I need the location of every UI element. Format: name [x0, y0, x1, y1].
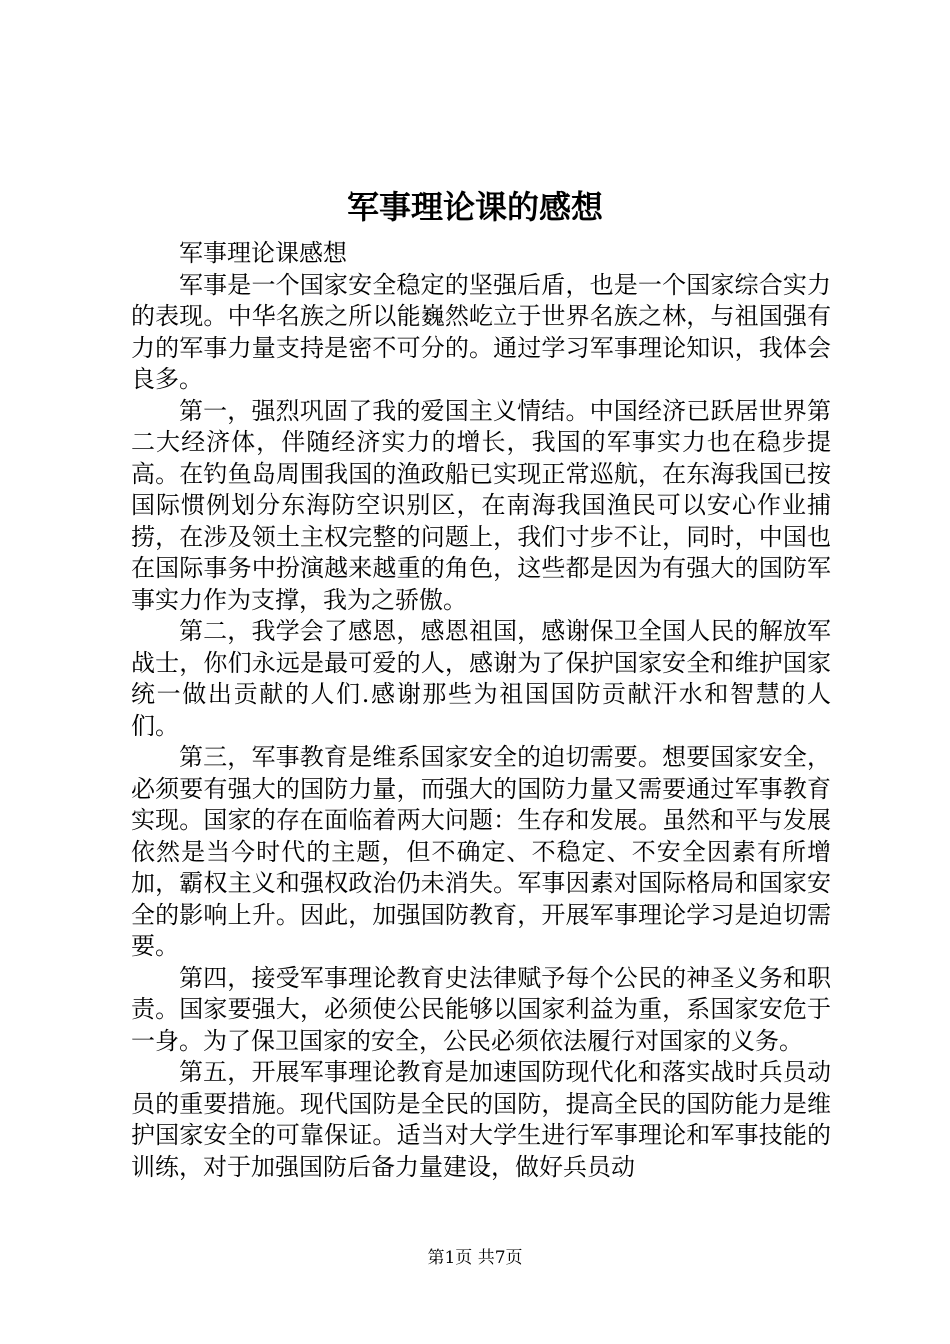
- paragraph-point-3: 第三，军事教育是维系国家安全的迫切需要。想要国家安全，必须要有强大的国防力量，而强大的国防力量又需要通过军事教育实现。国家的存在面临着两大问题：生存和发展。虽然和平与发展依然是当今时代的主题，但不确定、不稳定、不安全因素有所增加，霸权主义和强权政治仍未消失。军事因素对国际格局和国家安全的影响上升。因此，加强国防教育，开展军事理论学习是迫切需要。: [131, 743, 831, 960]
- document-body: [131, 238, 831, 1183]
- paragraph-point-2: 第二，我学会了感恩，感恩祖国，感谢保卫全国人民的解放军战士，你们永远是最可爱的人，感谢为了保护国家安全和维护国家统一做出贡献的人们.感谢那些为祖国国防贡献汗水和智慧的人们。: [131, 617, 831, 740]
- paragraph-point-5: 第五，开展军事理论教育是加速国防现代化和落实战时兵员动员的重要措施。现代国防是全民的国防，提高全民的国防能力是维护国家安全的可靠保证。适当对大学生进行军事理论和军事技能的训练，对于加强国防后备力量建设，做好兵员动: [131, 1058, 831, 1181]
- paragraph-subtitle: 军事理论课感想: [179, 239, 347, 267]
- paragraph-point-4: 第四，接受军事理论教育史法律赋予每个公民的神圣义务和职责。国家要强大，必须使公民能够以国家利益为重，系国家安危于一身。为了保卫国家的安全，公民必须依法履行对国家的义务。: [131, 963, 831, 1055]
- paragraph-point-1: 第一，强烈巩固了我的爱国主义情结。中国经济已跃居世界第二大经济体，伴随经济实力的增长，我国的军事实力也在稳步提高。在钓鱼岛周围我国的渔政船已实现正常巡航，在东海我国已按国际惯例划分东海防空识别区，在南海我国渔民可以安心作业捕捞，在涉及领土主权完整的问题上，我们寸步不让，同时，中国也在国际事务中扮演越来越重的角色，这些都是因为有强大的国防军事实力作为支撑，我为之骄傲。: [131, 396, 831, 614]
- paragraph-intro: 军事是一个国家安全稳定的坚强后盾，也是一个国家综合实力的表现。中华名族之所以能巍然屹立于世界名族之林，与祖国强有力的军事力量支持是密不可分的。通过学习军事理论知识，我体会良多。: [131, 270, 831, 393]
- document-title: 军事理论课的感想: [346, 188, 603, 226]
- page-number-footer: 第1页 共7页: [427, 1248, 523, 1268]
